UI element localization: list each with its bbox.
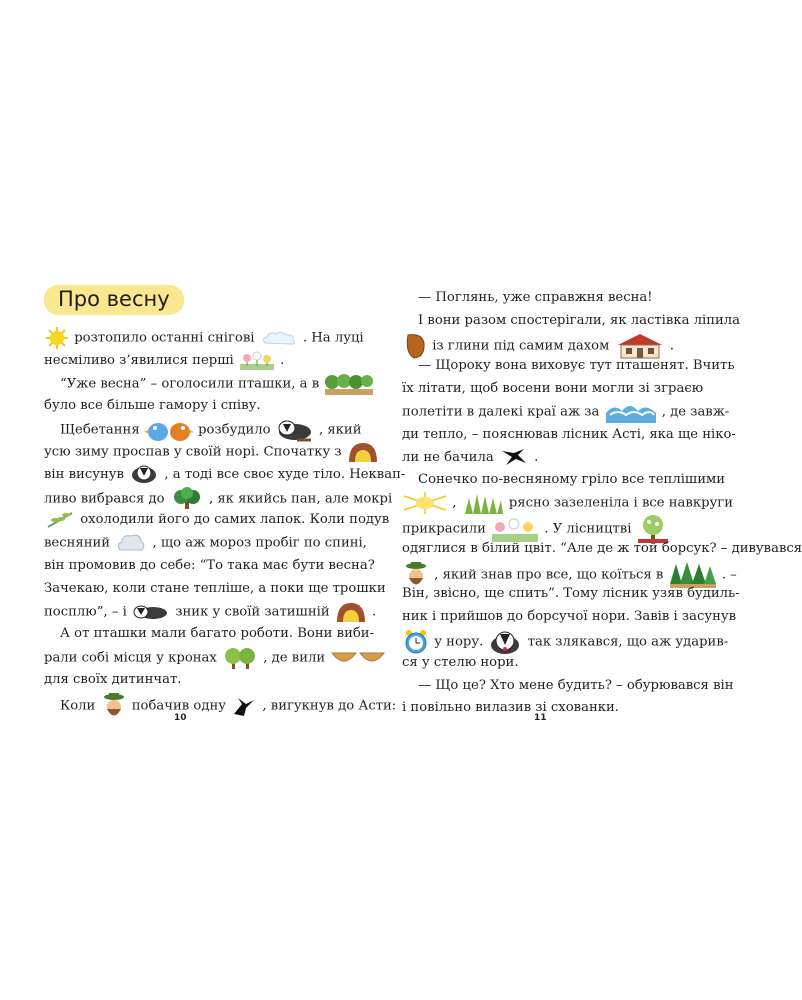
text-line: прикрасили . У лісництві: [402, 515, 679, 538]
text-line: охолодили його до самих лапок. Коли подув: [44, 509, 322, 532]
right-page: [402, 287, 802, 720]
forester-icon: [102, 692, 126, 720]
text-line: одяглися в білий цвіт. “Але де ж той борсук? – дивувався: [402, 540, 802, 556]
text-line: із глини під самим дахом .: [402, 333, 679, 356]
forest-icon: [325, 373, 373, 395]
tree-icon: [171, 487, 203, 511]
text-line: він висунув , а тоді все своє худе тіло. Неквап-: [44, 464, 322, 487]
text-line: весняний , що аж мороз пробіг по спині,: [44, 532, 322, 555]
tree-icon: [223, 646, 257, 670]
text-line: посплю”, – і зник у своїй затишній .: [44, 601, 322, 624]
badger-icon: [130, 464, 158, 484]
text-line: для своїх дитинчат.: [44, 671, 182, 687]
text-line: — Що це? Хто мене будить? – обурювався він: [418, 677, 734, 693]
text-line: їх літати, щоб восени вони могли зі зграєю: [402, 381, 704, 397]
page-number-right: 11: [534, 713, 547, 723]
text-line: ди тепло, – пояснював лісник Асті, яка ще ніко-: [402, 426, 736, 442]
sea-icon: [606, 401, 656, 423]
swallow-icon: [232, 696, 256, 716]
chapter-title: Про весну: [58, 287, 170, 311]
text-line: ли не бачила .: [402, 447, 679, 470]
sunrays-icon: [404, 492, 446, 514]
text-line: ник і прийшов до борсучої нори. Завів і засунув: [402, 609, 737, 625]
text-line: Зачекаю, коли стане тепліше, а поки ще трошки: [44, 580, 386, 596]
flowers-icon: [240, 350, 274, 370]
nests-icon: [331, 649, 385, 667]
text-line: Він, звісно, ще спить”. Тому лісник узяв будиль-: [402, 586, 740, 602]
sun-icon: [46, 327, 68, 349]
text-line: розтопило останні снігові . На луці: [44, 327, 322, 350]
birds-icon: [146, 418, 192, 442]
left-page: [44, 285, 406, 715]
badger-icon: [133, 603, 169, 621]
text-line: ся у стелю нори.: [402, 654, 519, 670]
branch-icon: [46, 511, 74, 529]
text-line: усю зиму проспав у своїй норі. Спочатку з: [44, 441, 322, 464]
text-line: , рясно зазеленіла і все навкруги: [402, 492, 679, 515]
text-line: — Щороку вона виховує тут пташенят. Вчить: [418, 358, 735, 374]
text-line: несміливо з’явилися перші .: [44, 350, 322, 373]
text-line: рали собі місця у кронах , де вили: [44, 646, 322, 669]
text-line: А от пташки мали багато роботи. Вони виби-: [60, 626, 375, 642]
badger-icon: [277, 418, 313, 442]
burrow-icon: [348, 441, 378, 463]
text-line: було все більше гамору і співу.: [44, 398, 261, 414]
burrow-icon: [336, 601, 366, 623]
text-line: він промовив до себе: “То така має бути весна?: [44, 557, 375, 573]
text-line: полетіти в далекі краї аж за , де завж-: [402, 401, 679, 424]
text-line: Сонечко по-весняному гріло все теплішими: [418, 472, 726, 488]
text-line: — Поглянь, уже справжня весна!: [418, 290, 653, 305]
swallow-icon: [500, 447, 528, 467]
grass-icon: [463, 492, 503, 514]
text-line: , який знав про все, що коїться в . –: [402, 561, 679, 584]
text-line: ливо вибрався до , як якийсь пан, але мокрі: [44, 487, 322, 510]
page-number-left: 10: [174, 713, 187, 723]
text-line: І вони разом спостерігали, як ластівка ліпила: [418, 312, 741, 328]
text-line: і повільно вилазив зі схованки.: [402, 700, 619, 716]
text-line: “Уже весна” – оголосили пташки, а в: [44, 373, 322, 396]
text-line: у нору. так злякався, що аж ударив-: [402, 629, 679, 652]
text-line: Коли побачив одну , вигукнув до Асти:: [44, 692, 322, 715]
cloud-icon: [261, 330, 297, 346]
wind-icon: [116, 532, 146, 554]
text-line: Щебетання розбудило , який: [44, 418, 322, 441]
title-banner: [44, 285, 184, 315]
